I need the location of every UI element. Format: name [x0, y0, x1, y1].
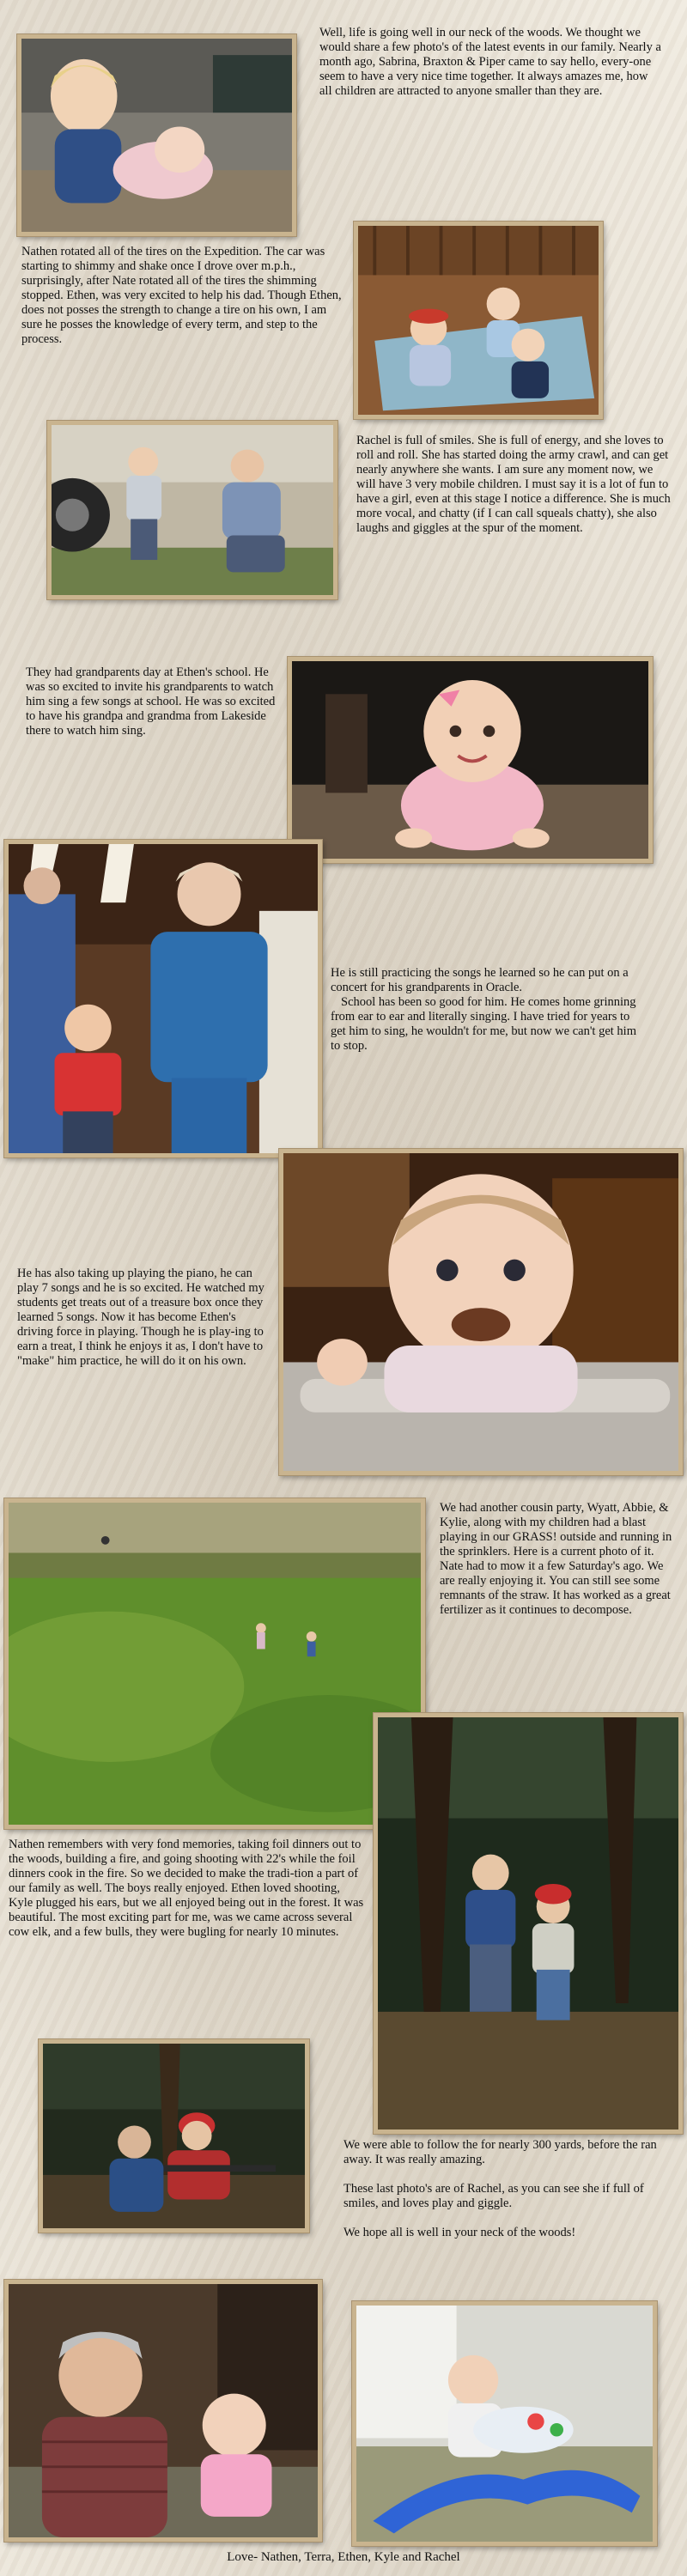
elk-text: We were able to follow the for nearly 300 yards, before the ran away. It was really amazing.	[344, 2138, 657, 2166]
rachel-smiles-paragraph	[356, 434, 674, 536]
photo-shooting-rifle	[39, 2039, 309, 2233]
rachel-last-photos-text: These last photo's are of Rachel, as you can see she if full of smiles, and loves play and giggle.	[344, 2182, 644, 2210]
rachel-smiles-text: Rachel is full of smiles. She is full of energy, and she loves to roll and roll. She has started doing the army crawl, and can get nearly anywhere she wants. I am sure any moment now, we will have 3 very mobile children. I must say it is a lot of fun to have a girl, even at this stage I notice a difference. She is much more vocal, and chatty (if I can call squeals chatty), she also laughs and giggles at the spur of the moment.	[356, 434, 671, 535]
photo-tire-rotation	[47, 421, 337, 599]
photo-rachel-with-toy	[352, 2301, 657, 2546]
photo-grandparents-day	[4, 840, 322, 1157]
piano-paragraph: He has also taking up playing the piano, he can play 7 songs and he is so excited. He watched my students get treats out of a treasure box once they learned 5 songs. Now it has become Ethen's driving force in playing. Though he is play-ing to earn a treat, I think he enjoys it as, I don't have to "make" him practice, he will do it on his own.	[17, 1267, 264, 1368]
school-text: School has been so good for him. He comes home grinning from ear to ear and literally singing. I have tried for years to get him to sing, he wouldn't for me, but now we can't get him to stop.	[331, 995, 636, 1053]
photo-rachel-pink-dress	[288, 657, 653, 863]
concert-text: He is still practicing the songs he learned so he can put on a concert for his grandparents in Oracle.	[331, 966, 629, 994]
intro-paragraph: Well, life is going well in our neck of the woods. We thought we would share a few photo's of the latest events in our family. Nearly a month ago, Sabrina, Braxton & Piper came to say hello, every-one seem to have a very nice time together. It always amazes me, how all children are attracted to anyone smaller than they are.	[319, 26, 661, 98]
photo-boys-in-forest	[374, 1713, 683, 2134]
foil-dinners-paragraph: Nathen remembers with very fond memories, taking foil dinners out to the woods, building a fire, and going shooting with 22's while the foil dinners cook in the fire. So we decided to make the tradi-tion a part of our family as well. The boys really enjoyed. Ethen loved shooting, Kyle plugged his ears, but we all enjoyed being out in the forest. It was beautiful. The most exciting part for me, was we came across several cow elk, and a few bulls, they were bugling for nearly 10 minutes.	[9, 1838, 364, 1939]
photo-new-grass-lawn	[4, 1498, 425, 1829]
photo-rachel-high-chair	[279, 1149, 683, 1475]
closing-wish-text: We hope all is well in your neck of the woods!	[344, 2226, 576, 2239]
photo-grandpa-and-rachel	[4, 2280, 322, 2542]
photo-children-sharing	[17, 34, 296, 236]
photo-kids-on-blanket	[354, 222, 603, 419]
cousin-party-paragraph: We had another cousin party, Wyatt, Abbie, & Kylie, along with my children had a blast playing in our GRASS! outside and running in the sprinklers. Here is a current photo of it. Nate had to mow it a few Saturday's ago. We are really enjoying it. You can still see some remnants of the straw. It has worked as a great fertilizer as it continues to decompose.	[440, 1501, 672, 1617]
family-signature: Love- Nathen, Terra, Ethen, Kyle and Rachel	[227, 2550, 460, 2564]
tire-rotation-paragraph: Nathen rotated all of the tires on the Expedition. The car was starting to shimmy and shake once I drove over m.p.h., surprisingly, after Nate rotated all of the tires the shimming stopped. Ethen, was very excited to help his dad. Though Ethen, does not posses the strength to change a tire on his own, I am sure he posses the knowledge of every term, and step to the process.	[21, 245, 342, 346]
grandparents-day-paragraph: They had grandparents day at Ethen's school. He was so excited to invite his grandparents to watch him sing a few songs at school. He was so excited to have his grandpa and grandma from Lakeside there to watch him sing.	[26, 665, 276, 738]
singing-paragraph	[331, 966, 644, 1054]
elk-paragraph	[344, 2138, 674, 2240]
